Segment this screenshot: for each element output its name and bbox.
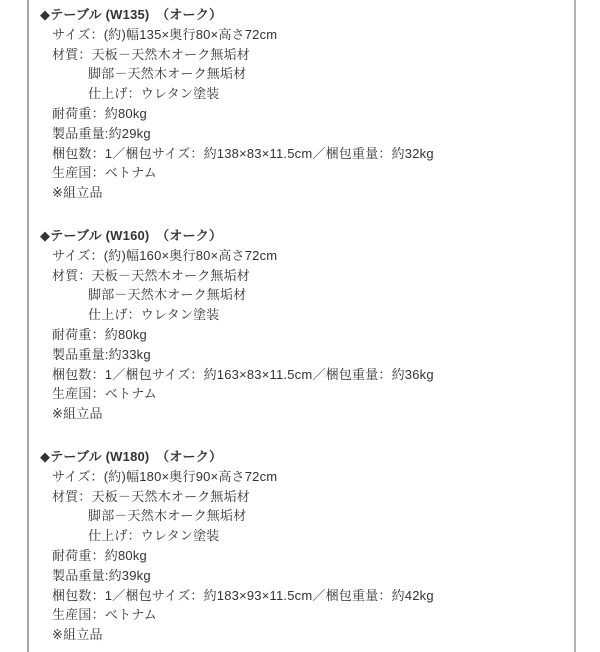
table-spec-w160 — [29, 226, 574, 424]
spec-load-capacity: 耐荷重：約80kg — [52, 326, 147, 342]
table-spec-w135 — [29, 5, 574, 203]
spec-material-top: 材質：天板－天然木オーク無垢材 — [52, 46, 251, 62]
spec-sheet-frame — [27, 0, 576, 652]
spec-material-top: 材質：天板－天然木オーク無垢材 — [52, 267, 251, 283]
spec-assembly-note: ※組立品 — [52, 406, 103, 422]
spec-load-capacity: 耐荷重：約80kg — [52, 105, 147, 121]
spec-product-weight: 製品重量:約39kg — [52, 567, 151, 583]
spec-origin: 生産国：ベトナム — [52, 607, 157, 623]
spec-product-weight: 製品重量:約33kg — [52, 346, 151, 362]
spec-load-capacity: 耐荷重：約80kg — [52, 547, 147, 563]
spec-header: ◆テーブル (W180) （オーク） — [40, 448, 223, 464]
spec-assembly-note: ※組立品 — [52, 627, 103, 643]
spec-header: ◆テーブル (W135) （オーク） — [40, 7, 223, 22]
spec-size: サイズ：(約)幅135×奥行80×高さ72cm — [52, 26, 278, 42]
spec-origin: 生産国：ベトナム — [52, 386, 157, 402]
table-spec-w180 — [29, 447, 574, 645]
spec-material-legs: 脚部－天然木オーク無垢材 — [88, 508, 247, 524]
spec-header: ◆テーブル (W160) （オーク） — [40, 227, 223, 243]
spec-packaging: 梱包数：1／梱包サイズ：約163×83×11.5cm／梱包重量：約36kg — [52, 366, 434, 382]
spec-size: サイズ：(約)幅180×奥行90×高さ72cm — [52, 468, 278, 484]
spec-assembly-note: ※組立品 — [52, 185, 103, 201]
spec-finish: 仕上げ：ウレタン塗装 — [88, 307, 220, 323]
spec-packaging: 梱包数：1／梱包サイズ：約138×83×11.5cm／梱包重量：約32kg — [52, 145, 434, 161]
spec-packaging: 梱包数：1／梱包サイズ：約183×93×11.5cm／梱包重量：約42kg — [52, 587, 434, 603]
spec-origin: 生産国：ベトナム — [52, 165, 157, 181]
spec-material-legs: 脚部－天然木オーク無垢材 — [88, 66, 247, 82]
spec-material-legs: 脚部－天然木オーク無垢材 — [88, 287, 247, 303]
spec-finish: 仕上げ：ウレタン塗装 — [88, 86, 220, 102]
spec-product-weight: 製品重量:約29kg — [52, 125, 151, 141]
spec-size: サイズ：(約)幅160×奥行80×高さ72cm — [52, 247, 278, 263]
spec-finish: 仕上げ：ウレタン塗装 — [88, 528, 220, 544]
spec-material-top: 材質：天板－天然木オーク無垢材 — [52, 488, 251, 504]
